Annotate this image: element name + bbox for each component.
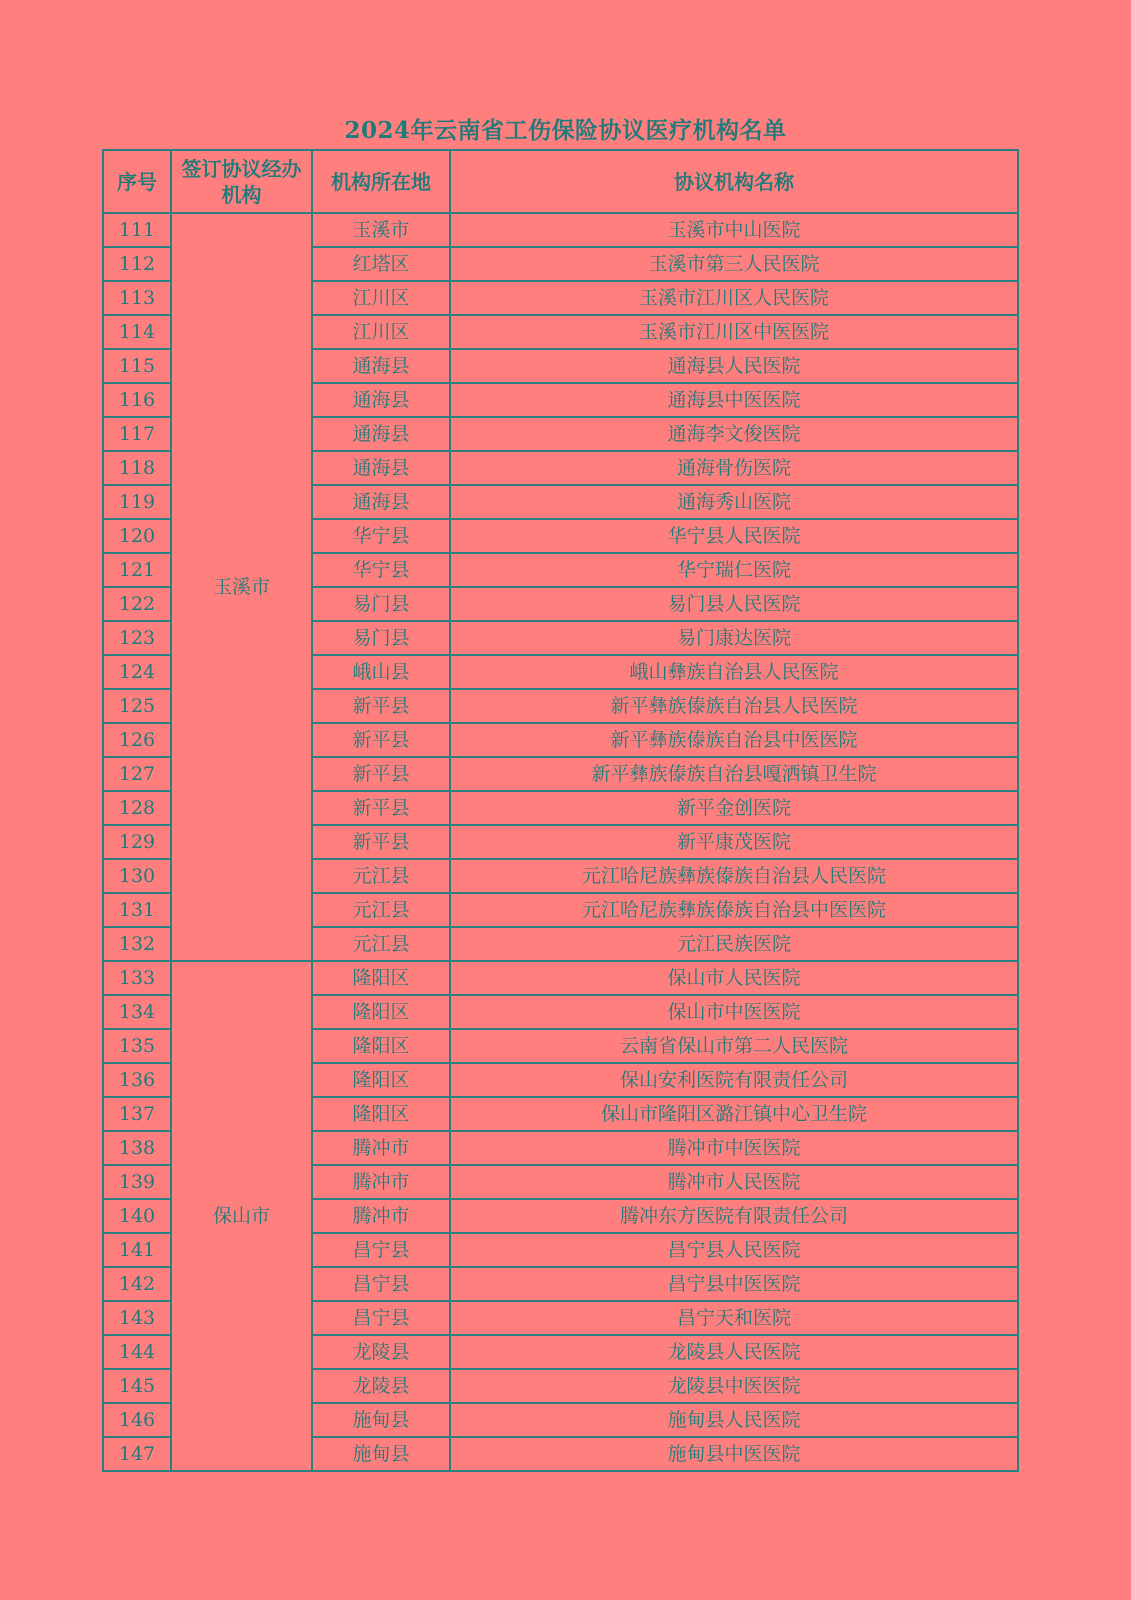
institution-name-cell: 保山市人民医院	[450, 961, 1018, 995]
table-header-row	[103, 150, 1018, 213]
institution-name-cell: 元江哈尼族彝族傣族自治县中医医院	[450, 893, 1018, 927]
row-number: 133	[103, 961, 171, 995]
institution-name-cell: 腾冲东方医院有限责任公司	[450, 1199, 1018, 1233]
institution-name-cell: 华宁县人民医院	[450, 519, 1018, 553]
institution-name-cell: 峨山彝族自治县人民医院	[450, 655, 1018, 689]
institution-name-cell: 昌宁县人民医院	[450, 1233, 1018, 1267]
location-cell: 易门县	[312, 587, 450, 621]
institution-name-cell: 易门县人民医院	[450, 587, 1018, 621]
row-number: 126	[103, 723, 171, 757]
row-number: 143	[103, 1301, 171, 1335]
location-cell: 腾冲市	[312, 1165, 450, 1199]
location-cell: 峨山县	[312, 655, 450, 689]
table-row	[103, 213, 1018, 247]
row-number: 117	[103, 417, 171, 451]
row-number: 142	[103, 1267, 171, 1301]
row-number: 121	[103, 553, 171, 587]
location-cell: 通海县	[312, 383, 450, 417]
row-number: 141	[103, 1233, 171, 1267]
row-number: 136	[103, 1063, 171, 1097]
institution-name-cell: 新平康茂医院	[450, 825, 1018, 859]
location-cell: 易门县	[312, 621, 450, 655]
institution-name-cell: 通海骨伤医院	[450, 451, 1018, 485]
institution-name-cell: 施甸县中医医院	[450, 1437, 1018, 1471]
page-title: 2024年云南省工伤保险协议医疗机构名单	[344, 117, 787, 144]
institution-table	[102, 149, 1019, 1472]
institution-name-cell: 昌宁天和医院	[450, 1301, 1018, 1335]
row-number: 147	[103, 1437, 171, 1471]
row-number: 134	[103, 995, 171, 1029]
institution-name-cell: 易门康达医院	[450, 621, 1018, 655]
header-no: 序号	[103, 150, 171, 213]
location-cell: 隆阳区	[312, 1097, 450, 1131]
table-row	[103, 961, 1018, 995]
row-number: 114	[103, 315, 171, 349]
row-number: 128	[103, 791, 171, 825]
location-cell: 通海县	[312, 451, 450, 485]
row-number: 135	[103, 1029, 171, 1063]
row-number: 132	[103, 927, 171, 961]
institution-name-cell: 玉溪市江川区人民医院	[450, 281, 1018, 315]
institution-name-cell: 玉溪市江川区中医医院	[450, 315, 1018, 349]
row-number: 144	[103, 1335, 171, 1369]
location-cell: 元江县	[312, 893, 450, 927]
institution-name-cell: 昌宁县中医医院	[450, 1267, 1018, 1301]
row-number: 111	[103, 213, 171, 247]
location-cell: 新平县	[312, 723, 450, 757]
row-number: 137	[103, 1097, 171, 1131]
institution-name-cell: 元江哈尼族彝族傣族自治县人民医院	[450, 859, 1018, 893]
row-number: 116	[103, 383, 171, 417]
institution-name-cell: 通海李文俊医院	[450, 417, 1018, 451]
location-cell: 隆阳区	[312, 1029, 450, 1063]
location-cell: 施甸县	[312, 1437, 450, 1471]
location-cell: 昌宁县	[312, 1301, 450, 1335]
row-number: 118	[103, 451, 171, 485]
institution-name-cell: 腾冲市中医医院	[450, 1131, 1018, 1165]
location-cell: 隆阳区	[312, 995, 450, 1029]
institution-name-cell: 元江民族医院	[450, 927, 1018, 961]
location-cell: 红塔区	[312, 247, 450, 281]
row-number: 119	[103, 485, 171, 519]
institution-name-cell: 新平彝族傣族自治县人民医院	[450, 689, 1018, 723]
row-number: 115	[103, 349, 171, 383]
location-cell: 玉溪市	[312, 213, 450, 247]
location-cell: 江川区	[312, 315, 450, 349]
agency-cell: 保山市	[171, 961, 312, 1471]
location-cell: 昌宁县	[312, 1267, 450, 1301]
row-number: 122	[103, 587, 171, 621]
institution-name-cell: 通海县人民医院	[450, 349, 1018, 383]
location-cell: 华宁县	[312, 553, 450, 587]
row-number: 140	[103, 1199, 171, 1233]
institution-name-cell: 保山市隆阳区潞江镇中心卫生院	[450, 1097, 1018, 1131]
row-number: 124	[103, 655, 171, 689]
row-number: 113	[103, 281, 171, 315]
institution-name-cell: 龙陵县人民医院	[450, 1335, 1018, 1369]
institution-name-cell: 保山安利医院有限责任公司	[450, 1063, 1018, 1097]
institution-name-cell: 新平彝族傣族自治县中医医院	[450, 723, 1018, 757]
row-number: 146	[103, 1403, 171, 1437]
row-number: 139	[103, 1165, 171, 1199]
institution-name-cell: 云南省保山市第二人民医院	[450, 1029, 1018, 1063]
institution-name-cell: 通海秀山医院	[450, 485, 1018, 519]
institution-name-cell: 腾冲市人民医院	[450, 1165, 1018, 1199]
location-cell: 通海县	[312, 417, 450, 451]
location-cell: 新平县	[312, 825, 450, 859]
row-number: 131	[103, 893, 171, 927]
location-cell: 隆阳区	[312, 1063, 450, 1097]
row-number: 145	[103, 1369, 171, 1403]
row-number: 129	[103, 825, 171, 859]
header-name: 协议机构名称	[450, 150, 1018, 213]
header-location: 机构所在地	[312, 150, 450, 213]
institution-name-cell: 新平金创医院	[450, 791, 1018, 825]
institution-name-cell: 保山市中医医院	[450, 995, 1018, 1029]
location-cell: 通海县	[312, 485, 450, 519]
location-cell: 新平县	[312, 757, 450, 791]
institution-name-cell: 华宁瑞仁医院	[450, 553, 1018, 587]
table-body	[103, 213, 1018, 1471]
row-number: 120	[103, 519, 171, 553]
header-agency: 签订协议经办机构	[171, 150, 312, 213]
location-cell: 新平县	[312, 791, 450, 825]
institution-name-cell: 施甸县人民医院	[450, 1403, 1018, 1437]
row-number: 112	[103, 247, 171, 281]
location-cell: 腾冲市	[312, 1199, 450, 1233]
institution-name-cell: 龙陵县中医医院	[450, 1369, 1018, 1403]
location-cell: 华宁县	[312, 519, 450, 553]
row-number: 127	[103, 757, 171, 791]
location-cell: 新平县	[312, 689, 450, 723]
institution-name-cell: 玉溪市第三人民医院	[450, 247, 1018, 281]
row-number: 138	[103, 1131, 171, 1165]
location-cell: 龙陵县	[312, 1369, 450, 1403]
location-cell: 元江县	[312, 859, 450, 893]
agency-cell: 玉溪市	[171, 213, 312, 961]
institution-name-cell: 通海县中医医院	[450, 383, 1018, 417]
location-cell: 昌宁县	[312, 1233, 450, 1267]
row-number: 125	[103, 689, 171, 723]
institution-name-cell: 新平彝族傣族自治县嘎洒镇卫生院	[450, 757, 1018, 791]
location-cell: 腾冲市	[312, 1131, 450, 1165]
location-cell: 元江县	[312, 927, 450, 961]
location-cell: 施甸县	[312, 1403, 450, 1437]
location-cell: 江川区	[312, 281, 450, 315]
location-cell: 隆阳区	[312, 961, 450, 995]
row-number: 123	[103, 621, 171, 655]
institution-name-cell: 玉溪市中山医院	[450, 213, 1018, 247]
location-cell: 龙陵县	[312, 1335, 450, 1369]
row-number: 130	[103, 859, 171, 893]
location-cell: 通海县	[312, 349, 450, 383]
